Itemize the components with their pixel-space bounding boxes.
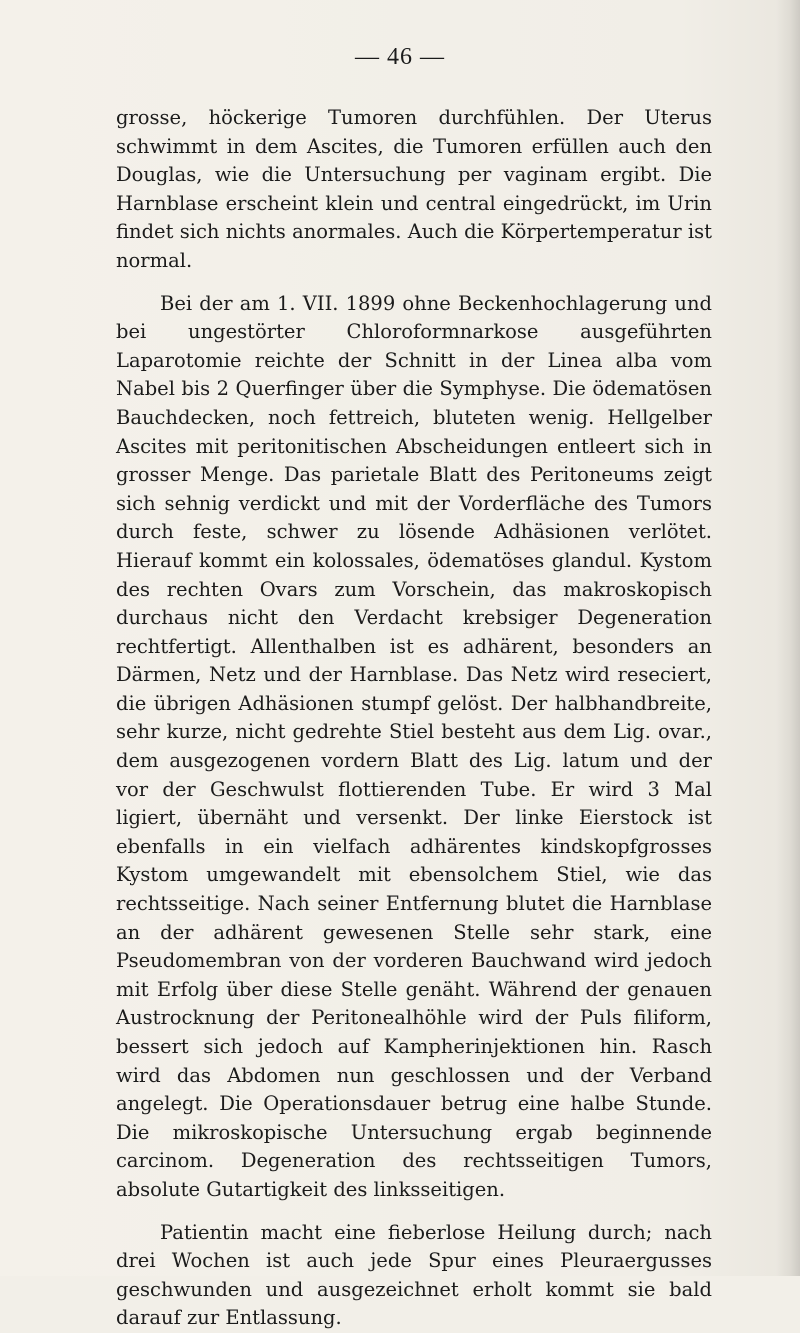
paragraph-operation-report: Bei der am 1. VII. 1899 ohne Beckenhochlagerung und bei ungestörter Chloroformnarkose ausgeführten Laparotomie reichte der Schnitt in der Linea alba vom Nabel bis 2 Querfinger über die Symphyse. Die ödematösen Bauchdecken, noch fettreich, bluteten wenig. Hellgelber Ascites mit peritonitischen Abscheidungen entleert sich in grosser Menge. Das parietale Blatt des Peritoneums zeigt sich sehnig verdickt und mit der Vorderfläche des Tumors durch feste, schwer zu lösende Adhäsionen verlötet. Hierauf kommt ein kolossales, ödematöses glandul. Kystom des rechten Ovars zum Vorschein, das makroskopisch durchaus nicht den Verdacht krebsiger Degeneration rechtfertigt. Allenthalben ist es adhärent, besonders an Därmen, Netz und der Harnblase. Das Netz wird reseciert, die übrigen Adhäsionen stumpf gelöst. Der halbhandbreite, sehr kurze, nicht gedrehte Stiel besteht aus dem Lig. ovar., dem ausgezogenen vordern Blatt des Lig. latum und der vor der Geschwulst flottierenden Tube. Er wird 3 Mal ligiert, übernäht und versenkt. Der linke Eierstock ist ebenfalls in ein vielfach adhärentes kindskopfgrosses Kystom umgewandelt mit ebensolchem Stiel, wie das rechtsseitige. Nach seiner Entfernung blutet die Harnblase an der adhärent gewesenen Stelle sehr stark, eine Pseudomembran von der vorderen Bauchwand wird jedoch mit Erfolg über diese Stelle genäht. Während der genauen Austrocknung der Peritonealhöhle wird der Puls filiform, bessert sich jedoch auf Kampherinjektionen hin. Rasch wird das Abdomen nun geschlossen und der Verband angelegt. Die Operationsdauer betrug eine halbe Stunde. Die mikroskopische Untersuchung ergab beginnende carcinom. Degeneration des rechtsseitigen Tumors, absolute Gutartigkeit des linksseitigen. <box>116 291 712 1201</box>
page-number: — 46 — <box>355 44 445 70</box>
page-edge-shadow <box>776 0 800 1276</box>
paragraph-recovery: Patientin macht eine fieberlose Heilung durch; nach drei Wochen ist auch jede Spur eines Pleuraergusses geschwunden und ausgezeichnet erholt kommt sie bald darauf zur Entlassung. <box>116 1220 712 1330</box>
body-text <box>116 104 712 1333</box>
paragraph-continuation: grosse, höckerige Tumoren durchfühlen. Der Uterus schwimmt in dem Ascites, die Tumoren erfüllen auch den Douglas, wie die Untersuchung per vaginam ergibt. Die Harnblase erscheint klein und central eingedrückt, im Urin findet sich nichts anormales. Auch die Körpertemperatur ist normal. <box>116 106 712 272</box>
